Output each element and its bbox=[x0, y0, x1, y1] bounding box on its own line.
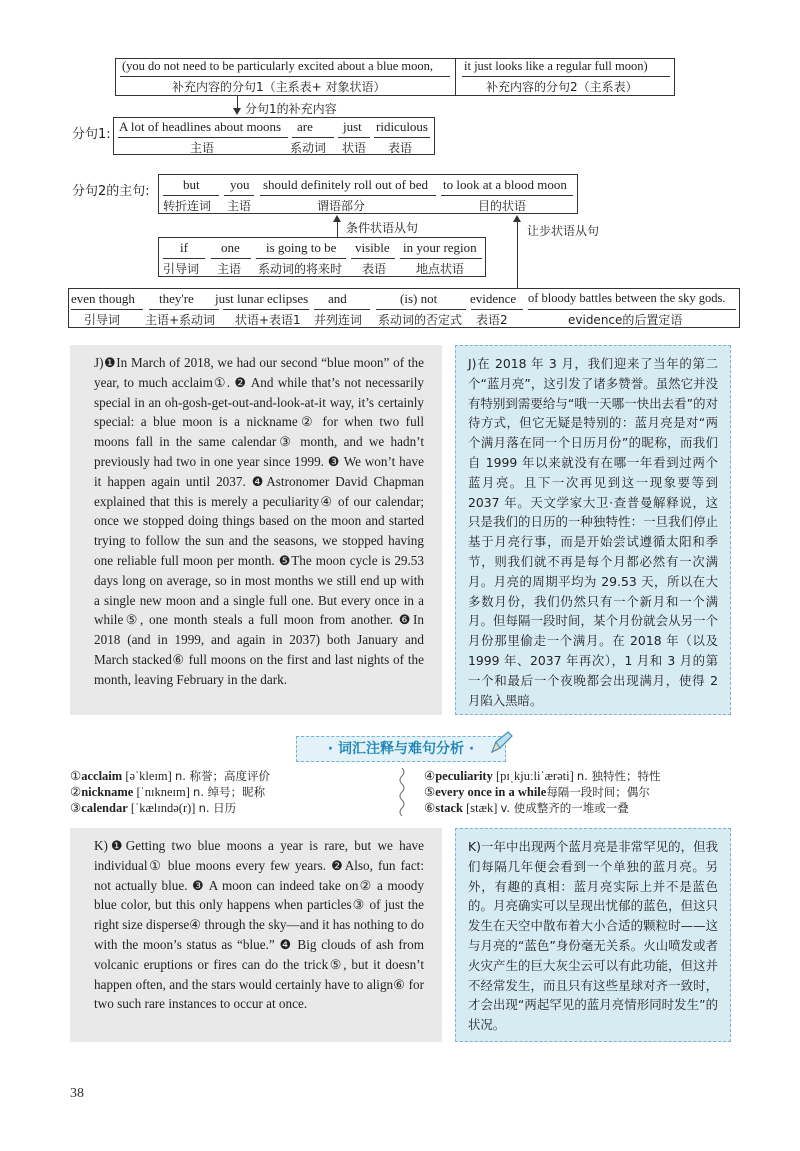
clause1-role: 主语 bbox=[190, 141, 215, 155]
passage-j-english bbox=[70, 345, 442, 715]
top-part1-role: 补充内容的分句1（主系表+ 对象状语） bbox=[172, 80, 386, 94]
clause2-role: 转折连词 bbox=[163, 199, 212, 213]
conc-word: of bloody battles between the sky gods. bbox=[528, 291, 726, 305]
vocab-section-title: · 词汇注释与难句分析 · bbox=[296, 736, 506, 762]
arrow-label-concession: 让步状语从句 bbox=[527, 224, 600, 238]
clause1-word: are bbox=[297, 119, 313, 134]
passage-j-zh-text: J)在 2018 年 3 月，我们迎来了当年的第二个“蓝月亮”，这引发了诸多赞誉。虽然它并没有特别到需要给与“哦一天哪一快出去看”的对待方式，但它无疑是特别的：蓝月亮是对“两个满月落在同一个日历月份”的昵称，而我们自 1999 年以来就没有在哪一年看到过两个蓝月亮。且下一次再见到这一现象要等到 2037 年。天文学家大卫·查普曼解释说，这只是我们的日历的一种独特性：一旦我们停止基于月亮行事，而是开始尝试遵循太阳和季节，则我们就不再是每个月都必然有一次满月。月亮的周期平均为 29.53 天，所以在大多数月份，我们仍然只有一个新月和一个满月。但每隔一段时间，某个月份就会从另一个月份那里偷走一个满月。在 2018 年（以及 1999 年、2037 年再次），1 月和 3 月的第一个和最后一个夜晚都会出现满月，使得 2 月陷入黑暗。 bbox=[468, 356, 718, 708]
conc-role: 并列连词 bbox=[314, 313, 363, 327]
clause1-word: ridiculous bbox=[376, 119, 428, 134]
top-part2-text: it just looks like a regular full moon) bbox=[464, 59, 648, 73]
vocab-item: ⑥stack [stæk] v. 使成整齐的一堆或一叠 bbox=[424, 801, 629, 815]
cond-word: one bbox=[221, 240, 240, 255]
conc-role: 表语2 bbox=[476, 313, 508, 327]
arrow-label-conditional: 条件状语从句 bbox=[346, 221, 419, 235]
clause1-word: A lot of headlines about moons bbox=[119, 119, 282, 134]
clause2-word: but bbox=[183, 177, 200, 192]
clause2-word: to look at a blood moon bbox=[443, 177, 567, 192]
conc-word: even though bbox=[71, 291, 135, 306]
arrow-up-icon bbox=[333, 215, 341, 222]
passage-j-translation bbox=[455, 345, 731, 715]
cond-word: visible bbox=[355, 240, 390, 255]
top-part1-text: (you do not need to be particularly excited about a blue moon, bbox=[122, 59, 434, 73]
clause2-label: 分句2的主句: bbox=[72, 184, 150, 199]
clause1-role: 状语 bbox=[342, 141, 367, 155]
vocab-item: ②nickname [ˈnɪkneɪm] n. 绰号；昵称 bbox=[70, 785, 266, 799]
spiral-divider bbox=[398, 768, 406, 816]
passage-k-translation bbox=[455, 828, 731, 1042]
clause1-role: 表语 bbox=[388, 141, 413, 155]
conc-role: 状语+表语1 bbox=[235, 313, 301, 327]
clause2-role: 目的状语 bbox=[478, 199, 527, 213]
page-number: 38 bbox=[70, 1086, 84, 1101]
clause2-role: 谓语部分 bbox=[317, 199, 366, 213]
conc-word: and bbox=[328, 291, 347, 306]
passage-k-zh-text: K)一年中出现两个蓝月亮是非常罕见的，但我们每隔几年便会看到一个单独的蓝月亮。另外，有趣的真相：蓝月亮实际上并不是蓝色的。月亮确实可以呈现出忧郁的蓝色，但这只发生在天空中散布着大小合适的颗粒时——这与月亮的“蓝色”身份毫无关系。火山喷发或者火灾产生的巨大灰尘云可以有此功能，但这并不经常发生，而且只有这些星球对齐一致时，才会出现“两起罕见的蓝月亮情形同时发生”的状况。 bbox=[468, 839, 718, 1033]
passage-k-english bbox=[70, 828, 442, 1042]
conc-role: 主语+系动词 bbox=[145, 313, 216, 327]
clause2-word: you bbox=[230, 177, 250, 192]
cond-role: 表语 bbox=[362, 262, 387, 276]
cond-role: 地点状语 bbox=[416, 262, 465, 276]
cond-word: in your region bbox=[403, 240, 477, 255]
cond-word: if bbox=[180, 240, 188, 255]
arrow-label-supplement: 分句1的补充内容 bbox=[245, 102, 337, 116]
conc-role: evidence的后置定语 bbox=[568, 313, 683, 327]
cond-role: 主语 bbox=[217, 262, 242, 276]
cond-role: 系动词的将来时 bbox=[258, 262, 343, 276]
vocab-item: ③calendar [ˈkælɪndə(r)] n. 日历 bbox=[70, 801, 237, 815]
vocab-item: ④peculiarity [pɪˌkjuːliˈærəti] n. 独特性；特性 bbox=[424, 769, 661, 783]
clause1-word: just bbox=[343, 119, 362, 134]
vocab-item: ⑤every once in a while每隔一段时间；偶尔 bbox=[424, 785, 650, 799]
top-part2-role: 补充内容的分句2（主系表） bbox=[486, 80, 638, 94]
passage-j-text: J)❶In March of 2018, we had our second “blue moon” of the year, to much acclaim①. ❷ And while that’s not necessarily special in an oh-gosh-get-out-and-look-at-it way, it’s certainly special: a blue moon is a nickname② for when two full moons fall in the same calendar③ month, and we hadn’t previously had two in one year since 1999. ❸ We won’t have it happen again until 2037. ❹Astronomer David Chapman explained that this is merely a peculiarity④ of our calendar; once we stopped doing things based on the moon and started trying to follow the sun and the seasons, we stopped having one reliable full moon per month. ❺The moon cycle is 29.53 days long on average, so in most months we still end up with a single new moon and a single full one. But every once in a while⑤, one month steals a full moon from another. ❻In 2018 (and in 1999, and again in 2037) both January and March stacked⑥ full moons on the first and last nights of the month, leaving February in the dark. bbox=[94, 355, 424, 687]
conc-word: evidence bbox=[470, 291, 517, 306]
arrow-up-icon bbox=[513, 215, 521, 222]
pencil-icon bbox=[488, 730, 514, 760]
clause1-label: 分句1: bbox=[72, 127, 111, 142]
clause2-word: should definitely roll out of bed bbox=[263, 177, 429, 192]
cond-word: is going to be bbox=[266, 240, 337, 255]
conc-role: 引导词 bbox=[84, 313, 121, 327]
conc-word: they're bbox=[159, 291, 194, 306]
vocab-item: ①acclaim [əˈkleɪm] n. 称誉；高度评价 bbox=[70, 769, 271, 783]
conc-word: just lunar eclipses bbox=[215, 291, 309, 306]
clause1-role: 系动词 bbox=[290, 141, 327, 155]
conc-word: (is) not bbox=[400, 291, 438, 306]
clause2-role: 主语 bbox=[227, 199, 252, 213]
cond-role: 引导词 bbox=[163, 262, 200, 276]
arrow-down-icon bbox=[233, 108, 241, 115]
passage-k-text: K)❶Getting two blue moons a year is rare, but we have individual① blue moons every few years. ❷Also, fun fact: not actually blue. ❸ A moon can indeed take on② a moody blue color, but this only happens when particles③ of just the right size disperse④ through the sky—and it has nothing to do with the moon’s status as “blue.” ❹ Big clouds of ash from volcanic eruptions or fires can do the trick⑤, but it doesn’t happen often, and the stars would certainly have to align⑥ for two such rare instances to occur at once. bbox=[94, 838, 424, 1012]
conc-role: 系动词的否定式 bbox=[378, 313, 463, 327]
